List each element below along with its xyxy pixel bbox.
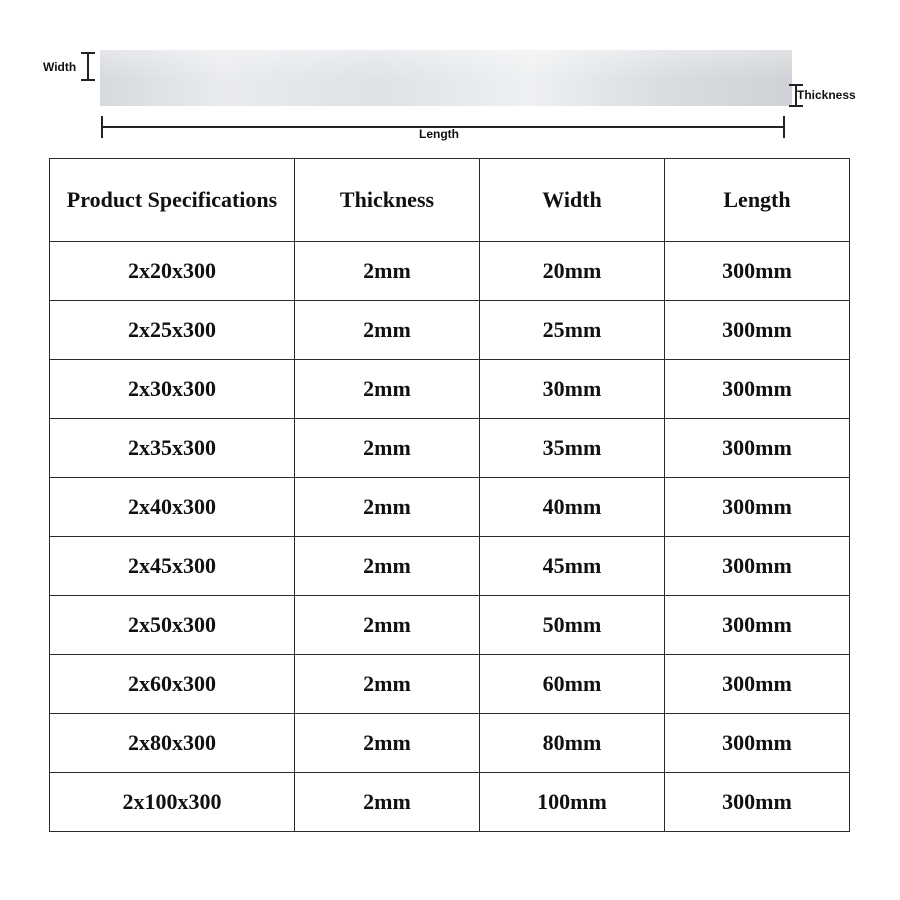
cell-length: 300mm: [665, 773, 850, 832]
cell-length: 300mm: [665, 419, 850, 478]
thickness-dimension-tick-bottom: [789, 105, 803, 107]
cell-specification: 2x80x300: [50, 714, 295, 773]
cell-width: 35mm: [480, 419, 665, 478]
table-row: [50, 360, 850, 419]
cell-length: 300mm: [665, 655, 850, 714]
table-row: [50, 301, 850, 360]
thickness-dimension-tick-top: [789, 84, 803, 86]
thickness-dimension-label: Thickness: [797, 88, 856, 102]
cell-width: 100mm: [480, 773, 665, 832]
cell-width: 60mm: [480, 655, 665, 714]
cell-thickness: 2mm: [295, 419, 480, 478]
cell-specification: 2x100x300: [50, 773, 295, 832]
width-dimension-label: Width: [43, 60, 77, 74]
cell-thickness: 2mm: [295, 360, 480, 419]
table-row: [50, 714, 850, 773]
cell-thickness: 2mm: [295, 537, 480, 596]
table-row: [50, 773, 850, 832]
table-row: [50, 596, 850, 655]
length-dimension-tick-right: [783, 116, 785, 138]
cell-length: 300mm: [665, 537, 850, 596]
cell-thickness: 2mm: [295, 478, 480, 537]
cell-specification: 2x40x300: [50, 478, 295, 537]
cell-width: 80mm: [480, 714, 665, 773]
header-product-specifications: Product Specifications: [50, 159, 295, 242]
table-row: [50, 537, 850, 596]
cell-thickness: 2mm: [295, 714, 480, 773]
cell-specification: 2x25x300: [50, 301, 295, 360]
table-row: [50, 478, 850, 537]
thickness-dimension-line: [795, 84, 797, 106]
cell-specification: 2x60x300: [50, 655, 295, 714]
cell-length: 300mm: [665, 478, 850, 537]
table-row: [50, 419, 850, 478]
cell-width: 40mm: [480, 478, 665, 537]
width-dimension-line: [87, 52, 89, 80]
width-dimension-tick-top: [81, 52, 95, 54]
table-row: [50, 655, 850, 714]
cell-thickness: 2mm: [295, 242, 480, 301]
cell-width: 45mm: [480, 537, 665, 596]
cell-length: 300mm: [665, 301, 850, 360]
cell-width: 20mm: [480, 242, 665, 301]
header-length: Length: [665, 159, 850, 242]
cell-thickness: 2mm: [295, 301, 480, 360]
cell-specification: 2x50x300: [50, 596, 295, 655]
cell-thickness: 2mm: [295, 655, 480, 714]
cell-specification: 2x30x300: [50, 360, 295, 419]
cell-length: 300mm: [665, 714, 850, 773]
header-width: Width: [480, 159, 665, 242]
length-dimension-tick-left: [101, 116, 103, 138]
cell-specification: 2x45x300: [50, 537, 295, 596]
cell-thickness: 2mm: [295, 773, 480, 832]
table-header-row: [50, 159, 850, 242]
cell-length: 300mm: [665, 596, 850, 655]
width-dimension-tick-bottom: [81, 79, 95, 81]
table-row: [50, 242, 850, 301]
product-diagram: [0, 0, 900, 150]
steel-bar-highlight: [100, 50, 792, 80]
header-thickness: Thickness: [295, 159, 480, 242]
cell-length: 300mm: [665, 360, 850, 419]
cell-length: 300mm: [665, 242, 850, 301]
cell-width: 30mm: [480, 360, 665, 419]
cell-specification: 2x35x300: [50, 419, 295, 478]
cell-thickness: 2mm: [295, 596, 480, 655]
specifications-table: [49, 158, 850, 832]
cell-width: 50mm: [480, 596, 665, 655]
cell-specification: 2x20x300: [50, 242, 295, 301]
length-dimension-label: Length: [419, 127, 459, 141]
cell-width: 25mm: [480, 301, 665, 360]
